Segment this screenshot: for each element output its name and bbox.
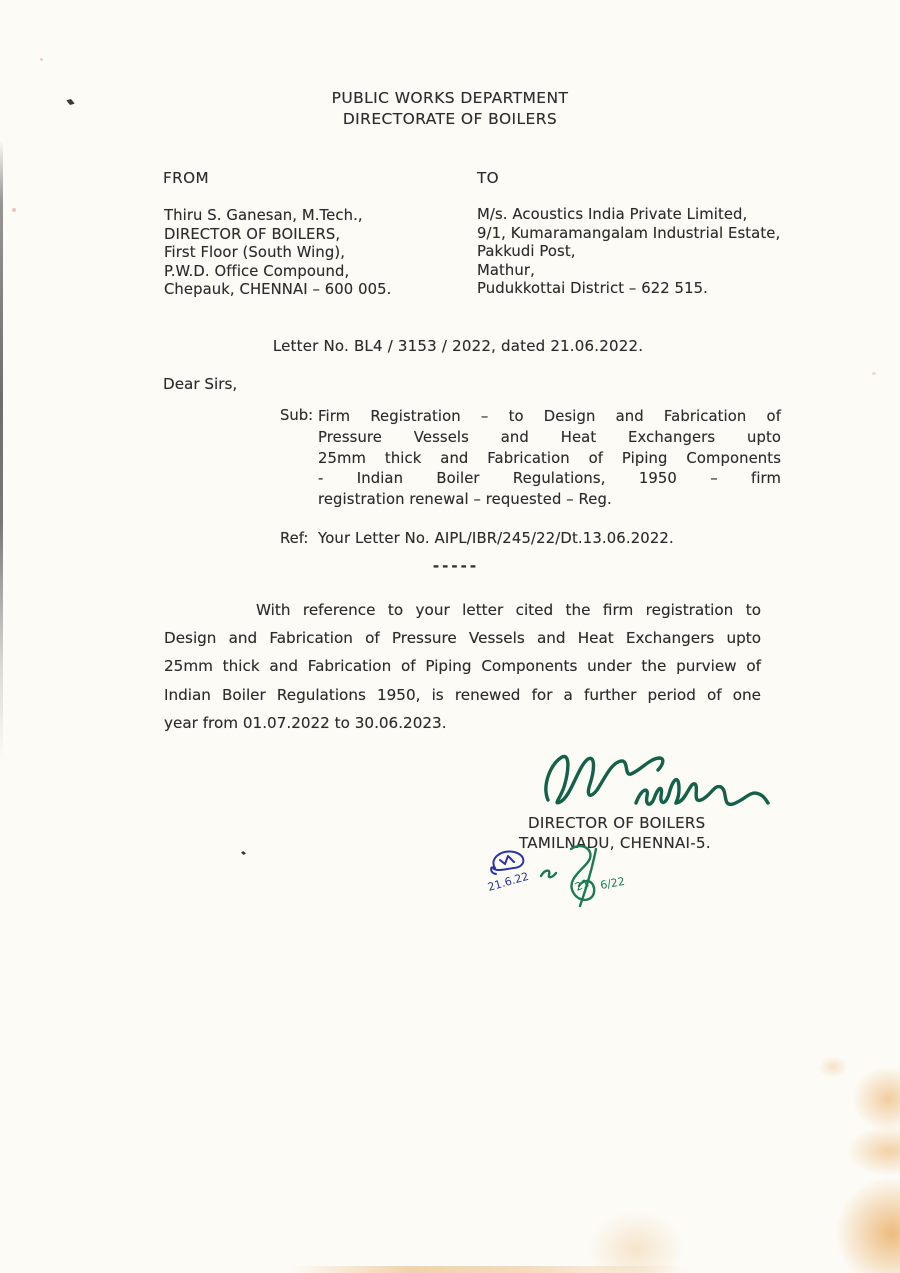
directorate-title: DIRECTORATE OF BOILERS	[342, 110, 558, 128]
stain-blob	[836, 1178, 900, 1273]
to-line: Pudukkottai District – 622 515.	[477, 280, 708, 298]
body-line: year from 01.07.2022 to 30.06.2023.	[164, 713, 447, 732]
stain-blob	[588, 1210, 684, 1273]
signature-ink	[540, 746, 772, 824]
body-line: Indian Boiler Regulations 1950, is renewed for a further period of one	[164, 685, 761, 704]
signatory-location: TAMILNADU, CHENNAI-5.	[519, 834, 711, 852]
reference-text: Your Letter No. AIPL/IBR/245/22/Dt.13.06.2022.	[318, 530, 674, 547]
handwritten-note-2: 6/22	[599, 874, 626, 892]
from-line: Chepauk, CHENNAI – 600 005.	[164, 281, 392, 299]
subject-line: Firm Registration – to Design and Fabrication of	[318, 408, 781, 425]
blue-circle-scribble	[491, 851, 523, 874]
body-paragraph	[164, 596, 761, 737]
body-line: Design and Fabrication of Pressure Vessels and Heat Exchangers upto	[164, 629, 761, 648]
body-line: With reference to your letter cited the firm registration to	[256, 601, 761, 619]
stain-bottom-edge	[290, 1266, 690, 1273]
paper-speck	[872, 372, 876, 375]
letter-number: Letter No. BL4 / 3153 / 2022, dated 21.06.2022.	[272, 337, 644, 355]
scan-edge-shadow	[0, 140, 3, 760]
department-title: PUBLIC WORKS DEPARTMENT	[331, 89, 569, 107]
to-line: Pakkudi Post,	[477, 243, 576, 261]
from-address	[164, 207, 391, 300]
from-line: DIRECTOR OF BOILERS,	[164, 225, 341, 243]
separator-dashes: -----	[432, 557, 480, 575]
subject-line: Pressure Vessels and Heat Exchangers upto	[318, 428, 781, 446]
letterhead	[0, 88, 900, 130]
to-label: TO	[477, 169, 500, 187]
reference-label: Ref:	[280, 530, 309, 547]
handwritten-date: 21.6.22	[486, 869, 531, 894]
to-line: M/s. Acoustics India Private Limited,	[477, 206, 748, 223]
from-line: Thiru S. Ganesan, M.Tech.,	[164, 207, 363, 224]
from-line: P.W.D. Office Compound,	[164, 262, 350, 280]
body-line: 25mm thick and Fabrication of Piping Components under the purview of	[164, 657, 761, 676]
subject-line: 25mm thick and Fabrication of Piping Components	[318, 449, 781, 467]
handwritten-initials	[483, 845, 645, 911]
subject-text	[318, 407, 781, 511]
stain-blob	[852, 1066, 900, 1132]
stain-blob	[846, 1126, 900, 1176]
from-label: FROM	[163, 169, 209, 187]
signatory-title: DIRECTOR OF BOILERS	[528, 814, 706, 832]
subject-line: - Indian Boiler Regulations, 1950 – firm	[318, 470, 781, 488]
subject-line: registration renewal – requested – Reg.	[318, 491, 612, 509]
stain-blob	[818, 1056, 848, 1078]
salutation: Dear Sirs,	[163, 375, 238, 393]
blue-inner-scribble	[500, 856, 514, 864]
paper-speck	[12, 208, 16, 212]
from-line: First Floor (South Wing),	[164, 244, 346, 262]
to-address	[477, 206, 780, 299]
subject-label: Sub:	[280, 407, 314, 424]
to-line: Mathur,	[477, 261, 535, 279]
ink-speck	[241, 851, 246, 855]
handwritten-note: 21	[573, 876, 592, 894]
to-line: 9/1, Kumaramangalam Industrial Estate,	[477, 224, 781, 242]
green-tick	[541, 871, 556, 878]
paper-speck	[40, 58, 43, 61]
